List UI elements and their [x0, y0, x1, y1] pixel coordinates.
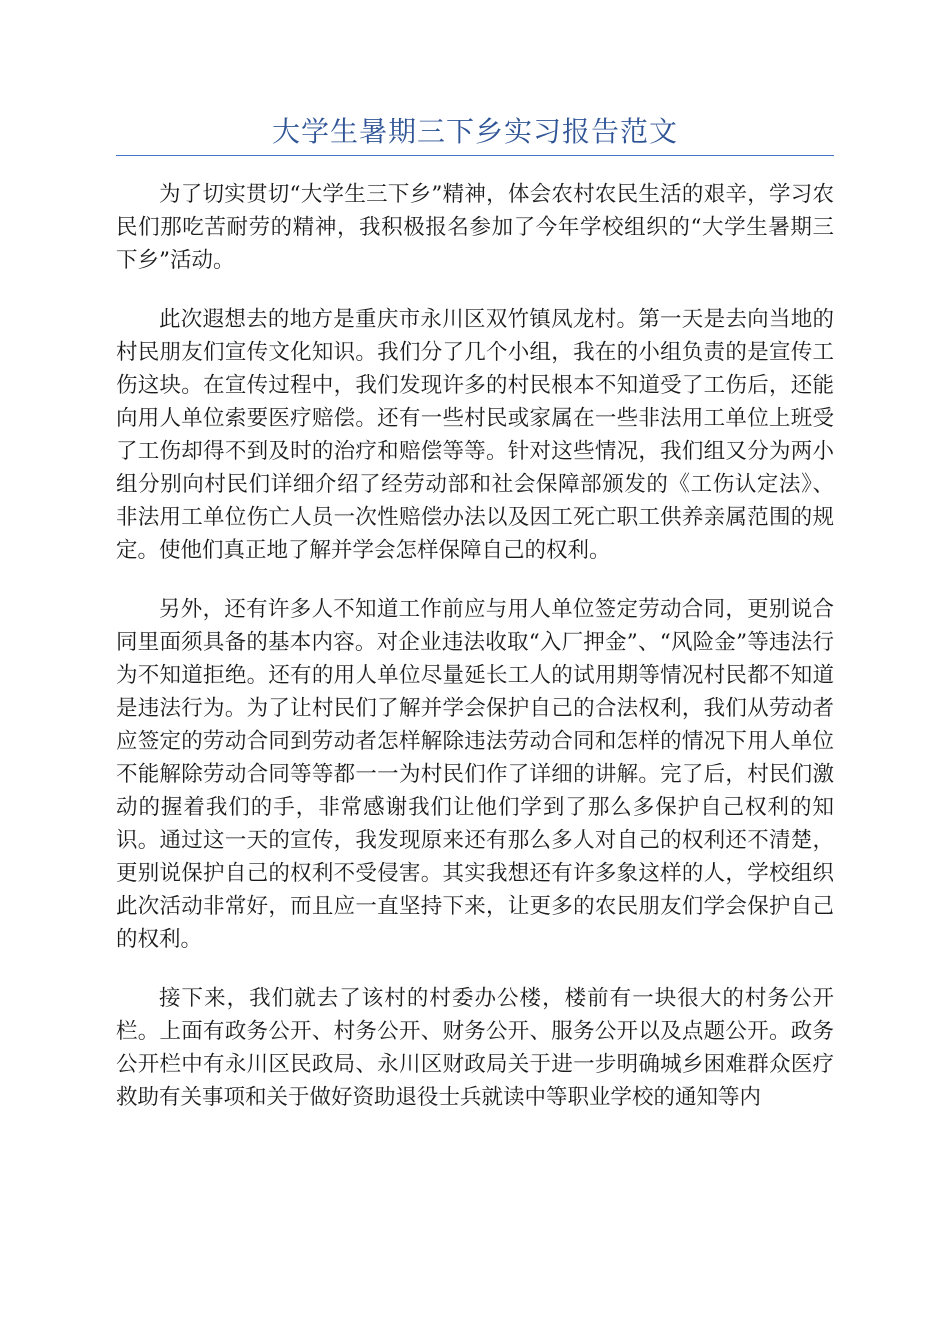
paragraph-1: 为了切实贯切“大学生三下乡”精神，体会农村农民生活的艰辛，学习农民们那吃苦耐劳的精神，我积极报名参加了今年学校组织的“大学生暑期三下乡”活动。: [116, 182, 834, 273]
paragraph-4: 接下来，我们就去了该村的村委办公楼，楼前有一块很大的村务公开栏。上面有政务公开、村务公开、财务公开、服务公开以及点题公开。政务公开栏中有永川区民政局、永川区财政局关于进一步明确城乡困难群众医疗救助有关事项和关于做好资助退役士兵就读中等职业学校的通知等内: [116, 986, 834, 1110]
paragraph-3: 另外，还有许多人不知道工作前应与用人单位签定劳动合同，更别说合同里面须具备的基本内容。对企业违法收取“入厂押金”、“风险金”等违法行为不知道拒绝。还有的用人单位尽量延长工人的试用期等情况村民都不知道是违法行为。为了让村民们了解并学会保护自己的合法权利，我们从劳动者应签定的劳动合同到劳动者怎样解除违法劳动合同和怎样的情况下用人单位不能解除劳动合同等等都一一为村民们作了详细的讲解。完了后，村民们激动的握着我们的手，非常感谢我们让他们学到了那么多保护自己权利的知识。通过这一天的宣传，我发现原来还有那么多人对自己的权利还不清楚，更别说保护自己的权利不受侵害。其实我想还有许多象这样的人，学校组织此次活动非常好，而且应一直坚持下来，让更多的农民朋友们学会保护自己的权利。: [116, 597, 834, 952]
paragraph-2: 此次遐想去的地方是重庆市永川区双竹镇凤龙村。第一天是去向当地的村民朋友们宣传文化知识。我们分了几个小组，我在的小组负责的是宣传工伤这块。在宣传过程中，我们发现许多的村民根本不知道受了工伤后，还能向用人单位索要医疗赔偿。还有一些村民或家属在一些非法用工单位上班受了工伤却得不到及时的治疗和赔偿等等。针对这些情况，我们组又分为两小组分别向村民们详细介绍了经劳动部和社会保障部颁发的《工伤认定法》、非法用工单位伤亡人员一次性赔偿办法以及因工死亡职工供养亲属范围的规定。使他们真正地了解并学会怎样保障自己的权利。: [116, 307, 834, 563]
title-underline: [116, 155, 834, 156]
document-title: 大学生暑期三下乡实习报告范文: [271, 115, 678, 148]
document-body: [116, 178, 834, 1140]
